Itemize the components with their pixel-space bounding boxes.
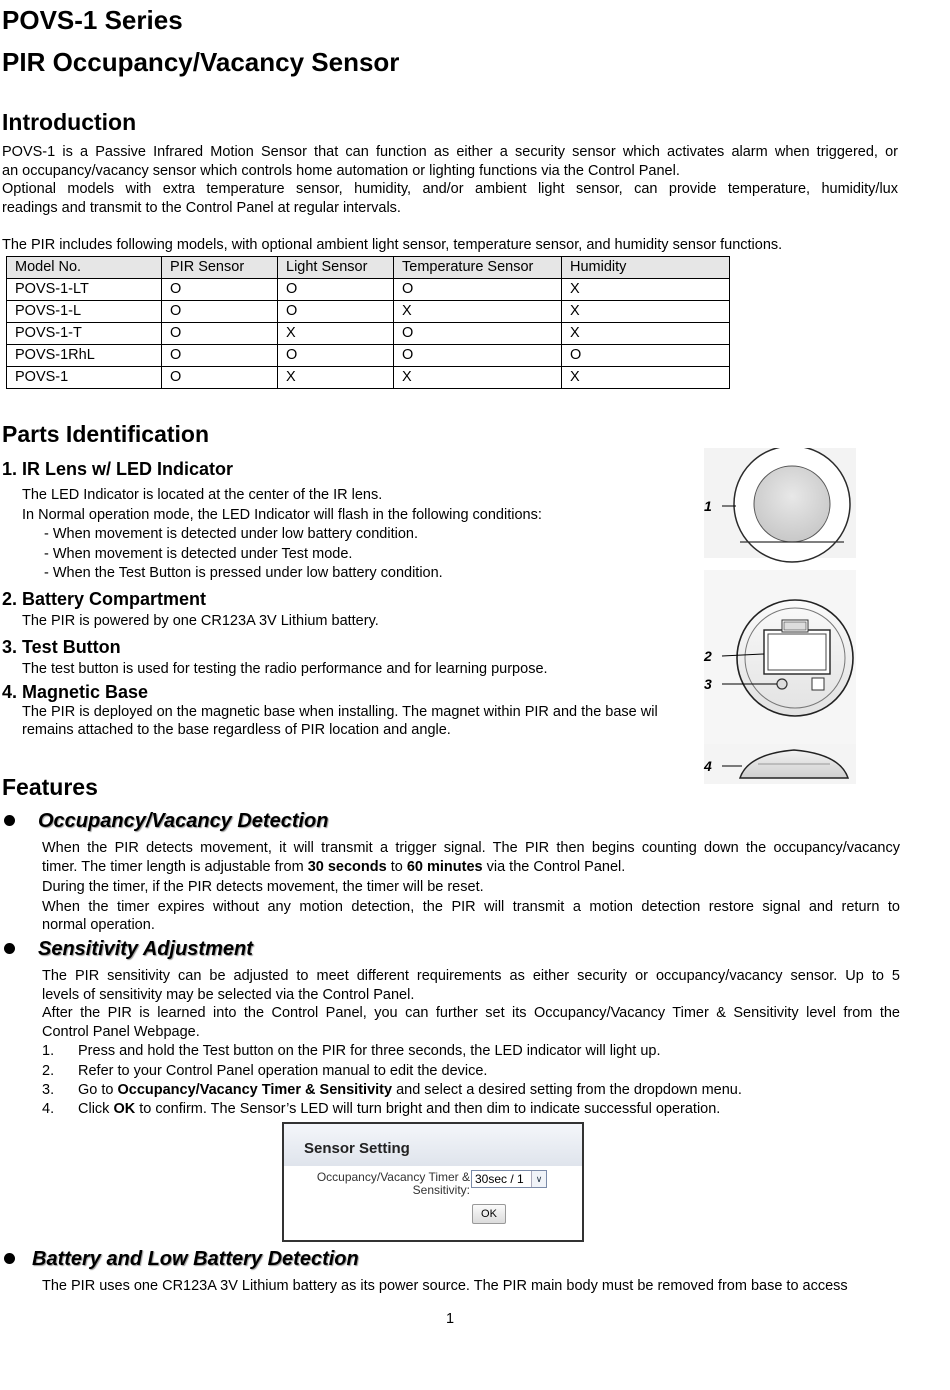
table-cell: X — [278, 323, 394, 345]
feature-3-title: Battery and Low Battery Detection — [32, 1248, 359, 1270]
table-cell: O — [394, 323, 562, 345]
select-value: 30sec / 1 — [475, 1172, 524, 1186]
text-span: Click — [78, 1101, 114, 1117]
text-span: to — [386, 858, 407, 875]
table-row — [7, 301, 730, 323]
table-cell: O — [162, 345, 278, 367]
table-header-row — [7, 257, 730, 279]
feature-2-line4: Control Panel Webpage. — [42, 1023, 200, 1040]
feature-1-body — [42, 839, 900, 935]
feature-2-title: Sensitivity Adjustment — [38, 938, 253, 960]
chevron-down-icon: ∨ — [531, 1171, 546, 1187]
menu-path-emphasis: Occupancy/Vacancy Timer & Sensitivity — [117, 1082, 393, 1098]
table-cell: X — [562, 367, 730, 389]
magnetic-base-figure — [704, 744, 856, 784]
table-cell: POVS-1RhL — [7, 345, 162, 367]
step-4-number: 4. — [42, 1101, 55, 1117]
callout-label-3: 3 — [704, 676, 712, 692]
step-1-text: Press and hold the Test button on the PIR for three seconds, the LED indicator will light up. — [78, 1043, 661, 1059]
table-header-cell: Light Sensor — [278, 257, 394, 279]
part-4-line1: The PIR is deployed on the magnetic base when installing. The magnet within PIR and the base wil — [22, 704, 658, 720]
text-span: and select a desired setting from the dropdown menu. — [392, 1082, 742, 1098]
timer-min-value: 30 seconds — [307, 858, 387, 875]
table-cell: O — [278, 301, 394, 323]
feature-1-title: Occupancy/Vacancy Detection — [38, 810, 329, 832]
step-3-text — [78, 1081, 742, 1100]
table-cell: X — [278, 367, 394, 389]
intro-p1-line2: an occupancy/vacancy sensor which controls home automation or lighting functions via the Control Panel. — [2, 162, 680, 179]
intro-p1-line1: POVS-1 is a Passive Infrared Motion Sensor that can function as either a security sensor which activates alarm when triggered, or — [2, 144, 898, 160]
sensor-parts-illustration — [700, 448, 860, 788]
table-cell: O — [162, 323, 278, 345]
table-cell: X — [562, 279, 730, 301]
introduction-heading: Introduction — [2, 109, 137, 135]
part-2-title: 2. Battery Compartment — [2, 589, 207, 609]
text-span: via the Control Panel. — [482, 858, 626, 875]
battery-compartment-figure — [704, 570, 856, 750]
table-cell: O — [162, 279, 278, 301]
table-row — [7, 323, 730, 345]
page-number: 1 — [445, 1311, 455, 1327]
part-4-title: 4. Magnetic Base — [2, 682, 149, 702]
table-header-cell: Temperature Sensor — [394, 257, 562, 279]
models-intro-text: The PIR includes following models, with optional ambient light sensor, temperature sensor, and humidity sensor functions. — [2, 237, 783, 253]
step-1-number: 1. — [42, 1043, 55, 1059]
table-header-cell: Humidity — [562, 257, 730, 279]
step-4-text — [78, 1100, 720, 1119]
timer-label-line2: Sensitivity: — [412, 1183, 470, 1197]
feature-2-line1: The PIR sensitivity can be adjusted to meet different requirements as either security or occupancy/vacancy sensor. Up to 5 — [42, 968, 900, 984]
table-row — [7, 367, 730, 389]
feature-2-body — [42, 967, 900, 1041]
text-span: Go to — [78, 1082, 118, 1098]
timer-sensitivity-select[interactable] — [471, 1170, 547, 1188]
part-1-condition-1: - When movement is detected under low battery condition. — [44, 526, 418, 542]
part-3-text: The test button is used for testing the radio performance and for learning purpose. — [22, 661, 548, 677]
table-cell: POVS-1-LT — [7, 279, 162, 301]
table-cell: X — [394, 301, 562, 323]
table-cell: O — [562, 345, 730, 367]
feature-1-line4: When the timer expires without any motion detection, the PIR will transmit a motion detection restore signal and return to — [42, 898, 900, 915]
bullet-icon — [4, 943, 15, 954]
features-heading: Features — [2, 774, 98, 800]
table-cell: O — [278, 279, 394, 301]
timer-label-line1: Occupancy/Vacancy Timer & — [316, 1170, 470, 1184]
ok-emphasis: OK — [113, 1101, 136, 1117]
feature-1-line3: During the timer, if the PIR detects movement, the timer will be reset. — [42, 878, 484, 895]
document-series-title: POVS-1 Series — [2, 5, 183, 35]
part-1-line2: In Normal operation mode, the LED Indicator will flash in the following conditions: — [22, 507, 542, 523]
ir-lens-figure — [704, 448, 856, 562]
table-cell: O — [278, 345, 394, 367]
models-table — [6, 256, 730, 389]
part-1-condition-3: - When the Test Button is pressed under low battery condition. — [44, 565, 443, 581]
timer-max-value: 60 minutes — [406, 858, 483, 875]
table-row — [7, 345, 730, 367]
feature-1-line1: When the PIR detects movement, it will transmit a trigger signal. The PIR then begins counting down the occupancy/vacancy — [42, 840, 900, 856]
document-product-title: PIR Occupancy/Vacancy Sensor — [2, 47, 400, 77]
table-cell: O — [162, 301, 278, 323]
bullet-icon — [4, 815, 15, 826]
intro-paragraph-2 — [2, 180, 898, 217]
table-header-cell: Model No. — [7, 257, 162, 279]
step-2-text: Refer to your Control Panel operation manual to edit the device. — [78, 1063, 488, 1079]
intro-paragraph-1 — [2, 143, 898, 180]
text-span: to confirm. The Sensor’s LED will turn bright and then dim to indicate successful operation. — [135, 1101, 721, 1117]
callout-label-4: 4 — [704, 758, 712, 774]
table-cell: O — [394, 279, 562, 301]
table-cell: O — [394, 345, 562, 367]
table-cell: POVS-1 — [7, 367, 162, 389]
sensor-setting-panel — [282, 1122, 584, 1242]
table-cell: X — [394, 367, 562, 389]
feature-1-line5: normal operation. — [42, 917, 155, 933]
text-span: timer. The timer length is adjustable from — [42, 858, 308, 875]
table-cell: POVS-1-L — [7, 301, 162, 323]
callout-label-2: 2 — [704, 648, 712, 664]
table-row — [7, 279, 730, 301]
table-cell: O — [162, 367, 278, 389]
callout-label-1: 1 — [704, 498, 712, 514]
feature-2-line3: After the PIR is learned into the Control Panel, you can further set its Occupancy/Vacancy Timer & Sensitivity level from the — [42, 1005, 900, 1021]
part-1-title: 1. IR Lens w/ LED Indicator — [2, 459, 234, 479]
sensor-setting-title: Sensor Setting — [304, 1140, 410, 1157]
part-1-line1: The LED Indicator is located at the center of the IR lens. — [22, 487, 383, 503]
intro-p2-line2: readings and transmit to the Control Panel at regular intervals. — [2, 199, 401, 216]
table-cell: X — [562, 301, 730, 323]
table-cell: POVS-1-T — [7, 323, 162, 345]
part-1-condition-2: - When movement is detected under Test mode. — [44, 546, 353, 562]
feature-3-line1: The PIR uses one CR123A 3V Lithium battery as its power source. The PIR main body must be removed from base to access — [42, 1278, 848, 1294]
step-2-number: 2. — [42, 1063, 55, 1079]
part-3-title: 3. Test Button — [2, 637, 121, 657]
intro-p2-line1: Optional models with extra temperature sensor, humidity, and/or ambient light sensor, can provide temperature, humidity/lux — [2, 181, 898, 197]
ok-button[interactable]: OK — [472, 1204, 506, 1224]
bullet-icon — [4, 1253, 15, 1264]
part-4-line2: remains attached to the base regardless of PIR location and angle. — [22, 722, 451, 738]
part-2-text: The PIR is powered by one CR123A 3V Lithium battery. — [22, 613, 379, 629]
parts-heading: Parts Identification — [2, 421, 210, 447]
table-cell: X — [562, 323, 730, 345]
table-header-cell: PIR Sensor — [162, 257, 278, 279]
feature-1-line2 — [42, 858, 900, 877]
feature-2-line2: levels of sensitivity may be selected via the Control Panel. — [42, 986, 415, 1003]
step-3-number: 3. — [42, 1082, 55, 1098]
timer-sensitivity-label — [294, 1171, 470, 1197]
